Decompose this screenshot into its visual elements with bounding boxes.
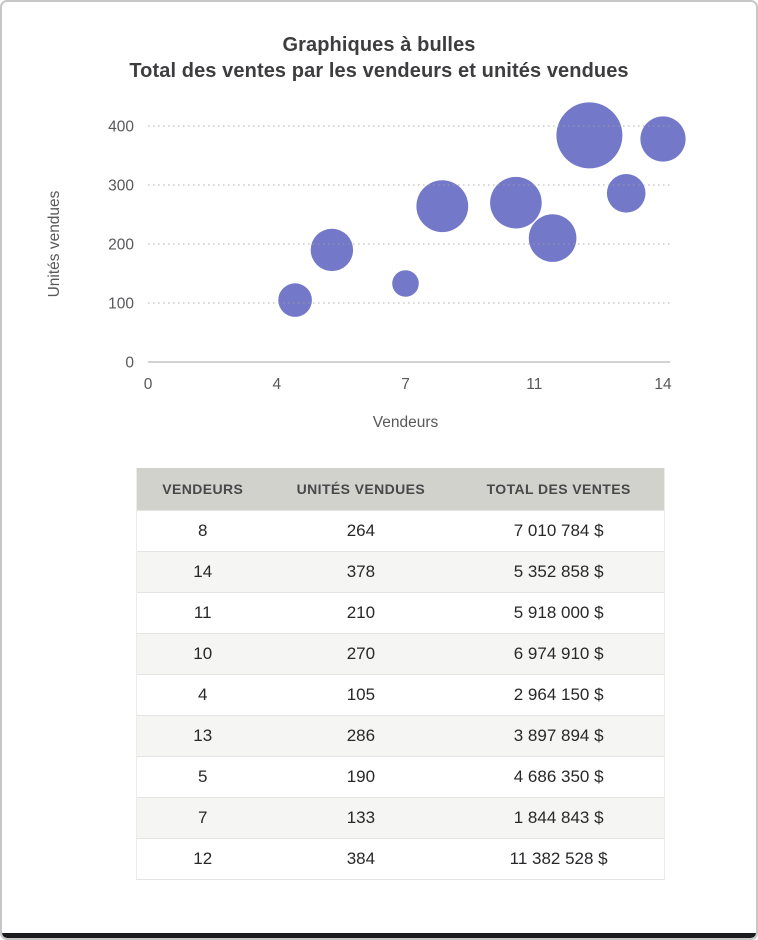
table-cell[interactable]: 270 (269, 633, 454, 674)
table-cell[interactable]: 11 382 528 $ (453, 838, 664, 879)
bubble[interactable] (416, 180, 468, 232)
y-tick-label: 100 (108, 295, 134, 313)
table-cell[interactable]: 7 (137, 797, 269, 838)
table-cell[interactable]: 5 918 000 $ (453, 592, 664, 633)
table-row (137, 592, 665, 633)
table-cell[interactable]: 264 (269, 510, 454, 551)
bubble[interactable] (607, 174, 646, 213)
table-row (137, 715, 665, 756)
table-cell[interactable]: 6 974 910 $ (453, 633, 664, 674)
table-cell[interactable]: 4 (137, 674, 269, 715)
table-cell[interactable]: 378 (269, 551, 454, 592)
table-row (137, 797, 665, 838)
y-tick-label: 200 (108, 236, 134, 254)
y-tick-label: 0 (125, 354, 134, 372)
table-row (137, 756, 665, 797)
y-axis-label: Unités vendues (46, 190, 63, 298)
x-tick-label: 0 (143, 376, 153, 393)
window-bottom-edge (2, 933, 756, 938)
column-header: TOTAL DES VENTES (453, 468, 664, 510)
x-axis-label: Vendeurs (372, 414, 439, 431)
chart-subtitle: Total des ventes par les vendeurs et unités vendues (129, 60, 629, 82)
table-cell[interactable]: 1 844 843 $ (453, 797, 664, 838)
table-cell[interactable]: 105 (269, 674, 454, 715)
bubble[interactable] (556, 102, 622, 168)
bubble[interactable] (529, 214, 577, 262)
x-tick-label: 7 (401, 376, 410, 393)
bubble[interactable] (392, 270, 419, 297)
column-header: UNITÉS VENDUES (269, 468, 454, 510)
table-cell[interactable]: 286 (269, 715, 454, 756)
y-tick-label: 300 (108, 177, 134, 195)
x-tick-label: 11 (526, 376, 543, 393)
table-cell[interactable]: 10 (137, 633, 269, 674)
table-cell[interactable]: 4 686 350 $ (453, 756, 664, 797)
bubble[interactable] (640, 116, 685, 161)
table-body (137, 510, 665, 879)
table-cell[interactable]: 11 (137, 592, 269, 633)
column-header: VENDEURS (137, 468, 269, 510)
x-tick-label: 14 (654, 376, 672, 393)
bubble-chart-svg[interactable] (2, 96, 758, 446)
table-cell[interactable]: 14 (137, 551, 269, 592)
table-row (137, 633, 665, 674)
x-tick-label: 4 (272, 376, 282, 393)
table-cell[interactable]: 5 (137, 756, 269, 797)
table-cell[interactable]: 2 964 150 $ (453, 674, 664, 715)
bubble[interactable] (311, 229, 353, 271)
table-cell[interactable]: 384 (269, 838, 454, 879)
table-cell[interactable]: 7 010 784 $ (453, 510, 664, 551)
table-row (137, 510, 665, 551)
table-cell[interactable]: 3 897 894 $ (453, 715, 664, 756)
table-cell[interactable]: 8 (137, 510, 269, 551)
table-cell[interactable]: 133 (269, 797, 454, 838)
chart-title: Graphiques à bulles (282, 34, 476, 56)
table-cell[interactable]: 190 (269, 756, 454, 797)
table-cell[interactable]: 12 (137, 838, 269, 879)
table-row (137, 838, 665, 879)
table-cell[interactable]: 210 (269, 592, 454, 633)
table-row (137, 551, 665, 592)
table-header-row (137, 468, 665, 510)
table-cell[interactable]: 13 (137, 715, 269, 756)
table-cell[interactable]: 5 352 858 $ (453, 551, 664, 592)
y-tick-label: 400 (108, 118, 134, 136)
table-row (137, 674, 665, 715)
sales-table (136, 468, 665, 880)
bubble[interactable] (278, 283, 312, 317)
